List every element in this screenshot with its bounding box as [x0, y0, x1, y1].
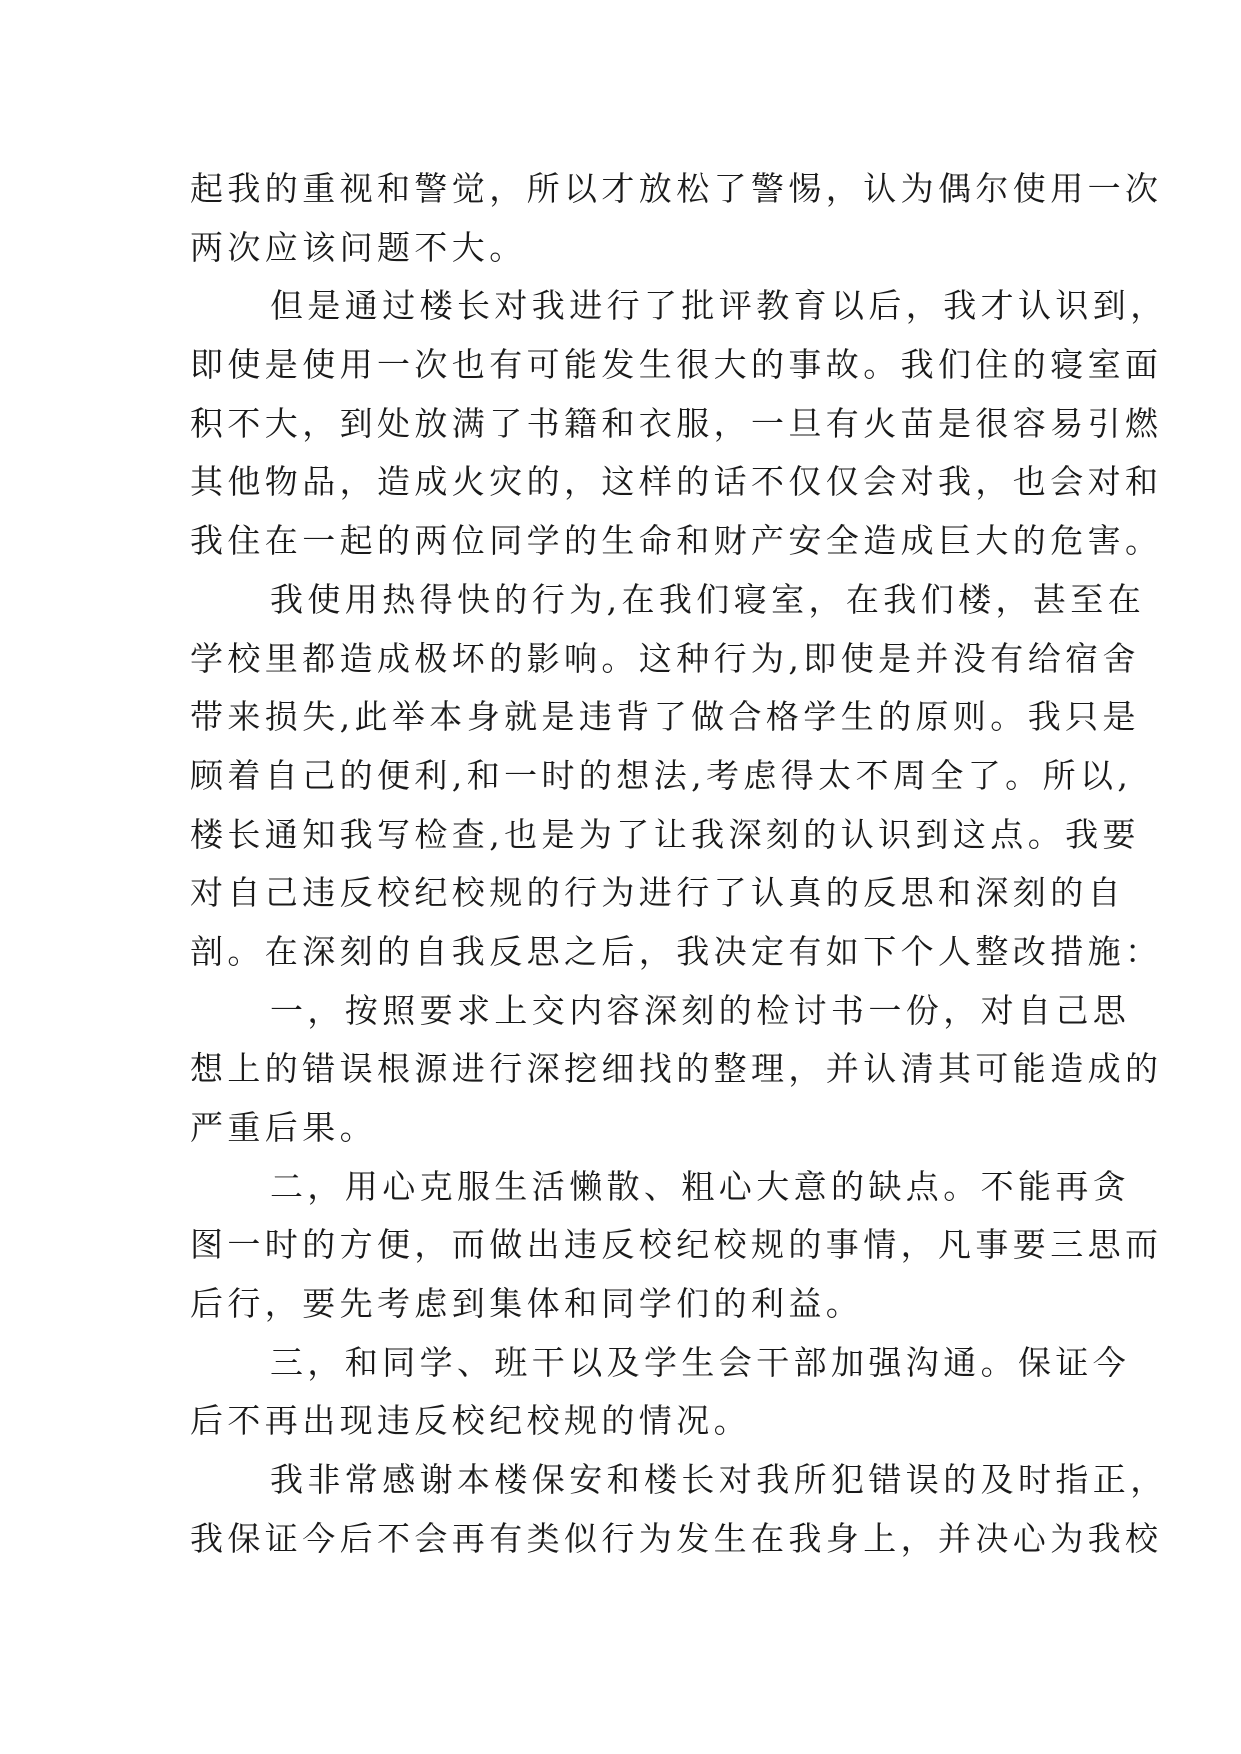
text-line: 剖。在深刻的自我反思之后，我决定有如下个人整改措施：: [190, 931, 1163, 971]
text-line: 二，用心克服生活懒散、粗心大意的缺点。不能再贪: [270, 1166, 1131, 1206]
text-line: 我非常感谢本楼保安和楼长对我所犯错误的及时指正，: [270, 1460, 1168, 1500]
text-line: 我使用热得快的行为,在我们寝室，在我们楼，甚至在: [270, 579, 1146, 619]
text-line: 两次应该问题不大。: [190, 227, 527, 267]
document-body: [190, 160, 1168, 1569]
text-line: 学校里都造成极坏的影响。这种行为,即使是并没有给宿舍: [190, 638, 1140, 678]
text-line: 顾着自己的便利,和一时的想法,考虑得太不周全了。所以,: [190, 755, 1133, 795]
text-line: 后不再出现违反校纪校规的情况。: [190, 1401, 751, 1441]
text-line: 我保证今后不会再有类似行为发生在我身上，并决心为我校: [190, 1518, 1163, 1558]
text-line: 图一时的方便，而做出违反校纪校规的事情，凡事要三思而: [190, 1225, 1163, 1265]
text-line: 后行，要先考虑到集体和同学们的利益。: [190, 1284, 864, 1324]
text-line: 带来损失,此举本身就是违背了做合格学生的原则。我只是: [190, 697, 1140, 737]
text-line: 楼长通知我写检查,也是为了让我深刻的认识到这点。我要: [190, 814, 1140, 854]
text-line: 但是通过楼长对我进行了批评教育以后，我才认识到，: [270, 286, 1168, 326]
text-line: 即使是使用一次也有可能发生很大的事故。我们住的寝室面: [190, 345, 1163, 385]
text-line: 严重后果。: [190, 1108, 377, 1147]
text-line: 一，按照要求上交内容深刻的检讨书一份，对自己思: [270, 990, 1131, 1030]
text-line: 三，和同学、班干以及学生会干部加强沟通。保证今: [270, 1342, 1131, 1382]
text-line: 起我的重视和警觉，所以才放松了警惕，认为偶尔使用一次: [190, 169, 1163, 208]
text-line: 我住在一起的两位同学的生命和财产安全造成巨大的危害。: [190, 521, 1163, 561]
text-line: 想上的错误根源进行深挖细找的整理，并认清其可能造成的: [190, 1049, 1163, 1089]
text-line: 对自己违反校纪校规的行为进行了认真的反思和深刻的自: [190, 873, 1125, 913]
text-line: 其他物品，造成火灾的，这样的话不仅仅会对我，也会对和: [190, 462, 1163, 502]
text-line: 积不大，到处放满了书籍和衣服，一旦有火苗是很容易引燃: [190, 403, 1163, 443]
